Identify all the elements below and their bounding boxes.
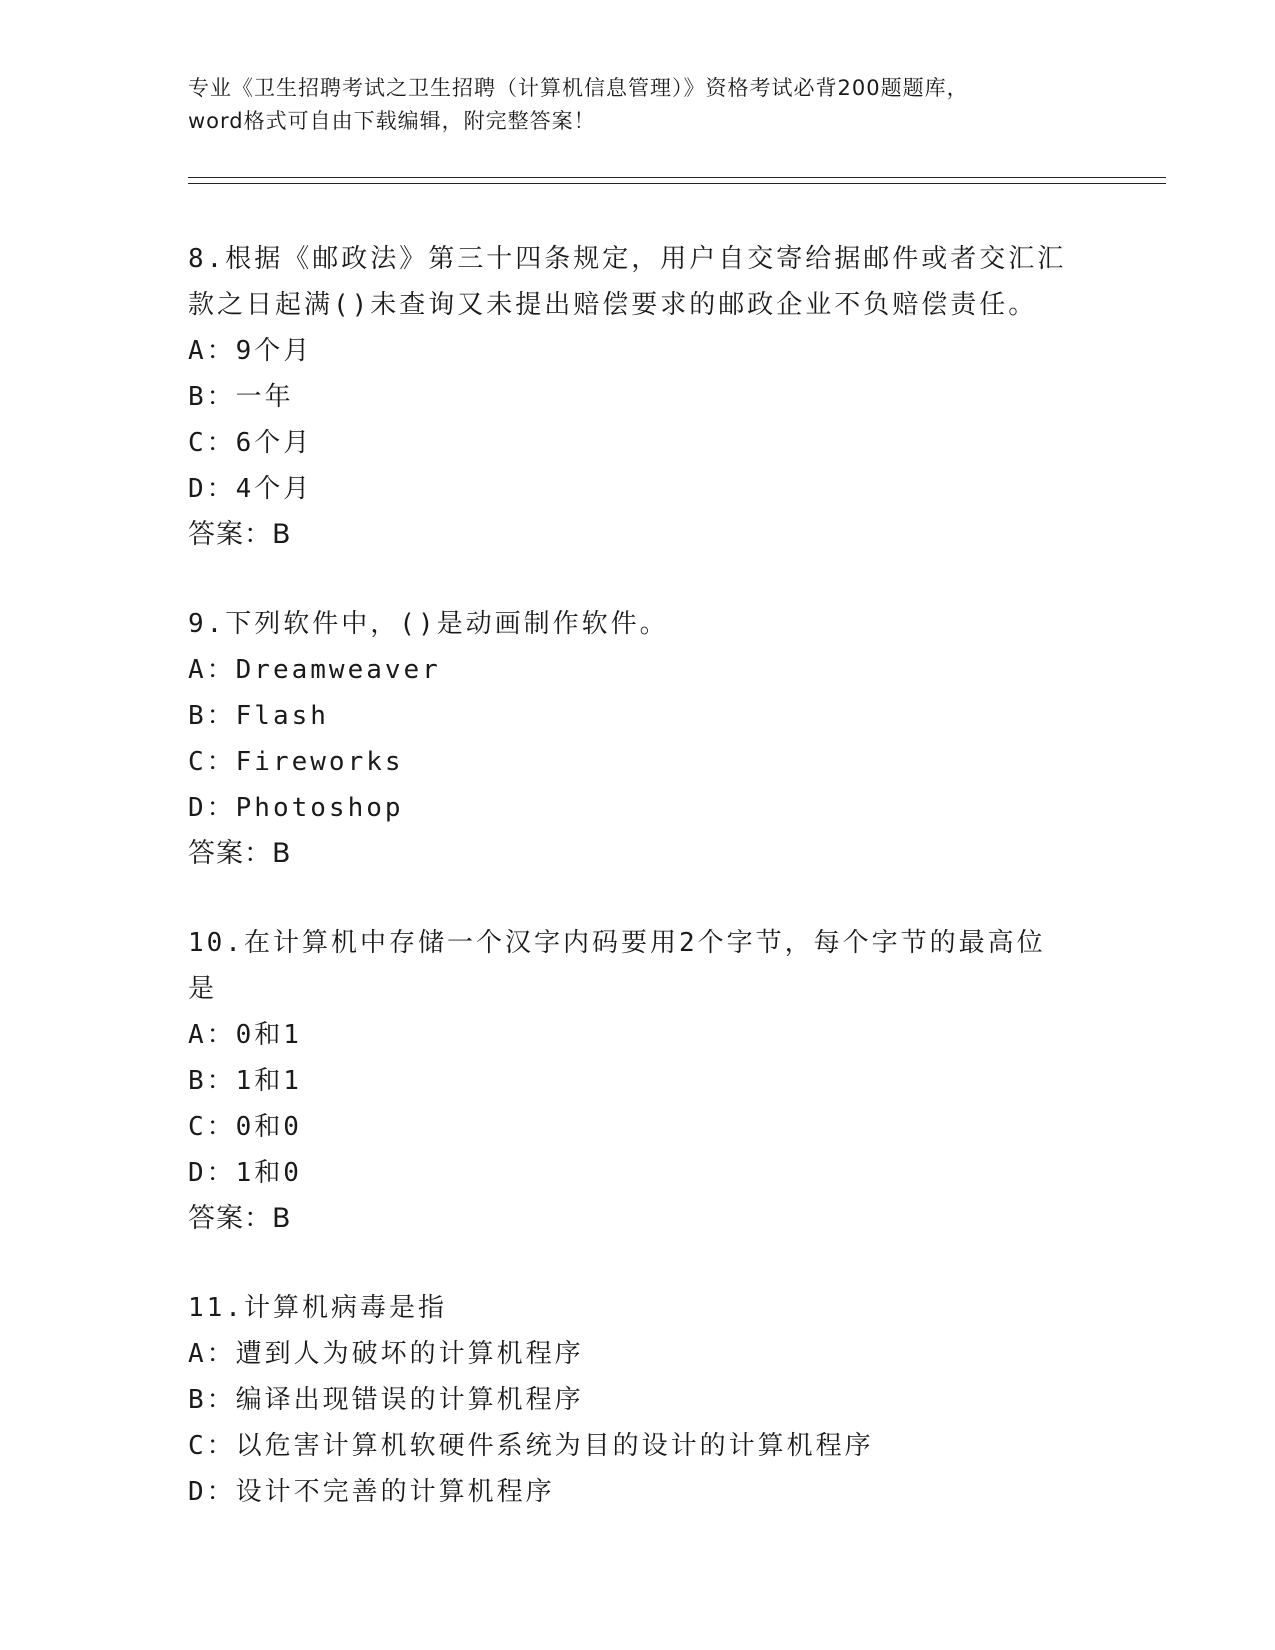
option-c: C：6个月 [188,428,313,458]
header-line-1: 专业《卫生招聘考试之卫生招聘（计算机信息管理）》资格考试必背200题题库， [188,76,969,100]
answer: 答案：B [188,519,292,550]
document-header [188,72,1088,138]
option-b: B：Flash [188,701,329,731]
option-b: B：1和1 [188,1066,302,1096]
question-8 [188,236,1088,558]
header-divider-top [188,177,1166,178]
header-divider-bottom [188,183,1166,184]
question-text: 8.根据《邮政法》第三十四条规定，用户自交寄给据邮件或者交汇汇款之日起满()未查询又未提出赔偿要求的邮政企业不负赔偿责任。 [188,244,1067,320]
option-d: D：4个月 [188,474,313,504]
question-9 [188,601,1088,877]
option-a: A：0和1 [188,1020,302,1050]
option-d: D：设计不完善的计算机程序 [188,1477,555,1507]
question-11 [188,1285,1088,1515]
option-a: A：Dreamweaver [188,655,441,685]
option-c: C：0和0 [188,1112,302,1142]
option-b: B：编译出现错误的计算机程序 [188,1385,584,1415]
question-10 [188,920,1088,1242]
option-a: A：遭到人为破坏的计算机程序 [188,1339,584,1369]
option-a: A：9个月 [188,336,313,366]
answer: 答案：B [188,1203,292,1234]
question-list [188,236,1088,1558]
header-line-2: word格式可自由下载编辑，附完整答案！ [188,109,596,133]
question-text: 11.计算机病毒是指 [188,1293,447,1323]
option-c: C：Fireworks [188,747,404,777]
option-c: C：以危害计算机软硬件系统为目的设计的计算机程序 [188,1431,874,1461]
question-text: 9.下列软件中，()是动画制作软件。 [188,609,669,639]
question-text: 10.在计算机中存储一个汉字内码要用2个字节，每个字节的最高位是 [188,928,1046,1004]
option-d: D：1和0 [188,1158,302,1188]
option-b: B：一年 [188,382,294,412]
option-d: D：Photoshop [188,793,404,823]
answer: 答案：B [188,838,292,869]
